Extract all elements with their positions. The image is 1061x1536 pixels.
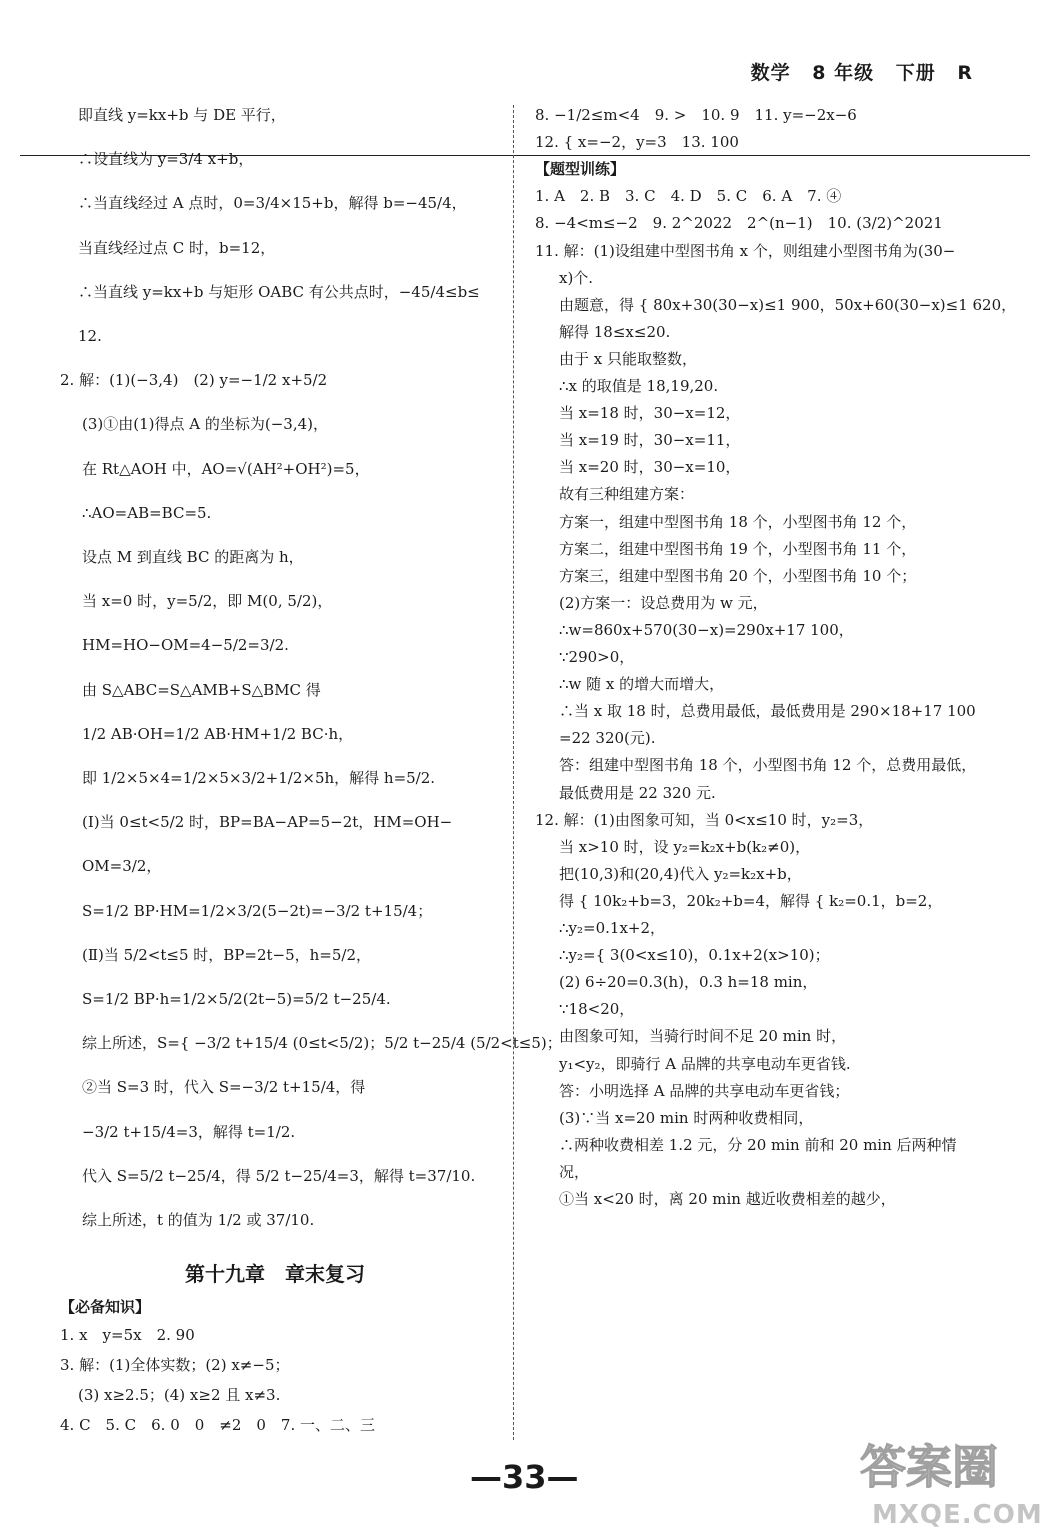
watermark-logo (850, 1435, 1040, 1530)
right-line-2: 【题型训练】 (535, 160, 626, 179)
left-line-3: 当直线经过点 C 时，b=12， (78, 238, 276, 257)
right-line-36: 答：小明选择 A 品牌的共享电动车更省钱； (559, 1081, 850, 1100)
right-line-11: 当 x=18 时，30−x=12， (559, 404, 741, 423)
left-line-20: S=1/2 BP·h=1/2×5/2(2t−5)=5/2 t−25/4. (82, 990, 391, 1008)
right-line-6: x)个. (559, 268, 594, 287)
right-line-27: 当 x>10 时，设 y₂=k₂x+b(k₂≠0)， (559, 837, 811, 856)
left-line-25: 综上所述，t 的值为 1/2 或 37/10. (82, 1211, 315, 1229)
right-line-8: 解得 18≤x≤20. (559, 322, 671, 341)
right-line-9: 由于 x 只能取整数， (559, 349, 697, 368)
right-line-12: 当 x=19 时，30−x=11， (559, 431, 741, 450)
header-volume: 下册 (895, 62, 936, 84)
watermark-url: MXQE.COM (872, 1500, 1040, 1530)
left-line-8: 在 Rt△AOH 中，AO=√(AH²+OH²)=5， (82, 459, 370, 478)
page-header (737, 58, 973, 85)
left-line-14: 1/2 AB·OH=1/2 AB·HM+1/2 BC·h， (82, 724, 354, 743)
knowledge-line-2: (3) x≥2.5；(4) x≥2 且 x≠3. (78, 1386, 281, 1404)
right-line-22: ∴当 x 取 18 时，总费用最低，最低费用是 290×18+17 100 (559, 702, 976, 721)
right-line-35: y₁<y₂，即骑行 A 品牌的共享电动车更省钱. (559, 1054, 851, 1073)
right-line-20: ∵290>0， (559, 648, 635, 666)
left-line-4: ∴当直线 y=kx+b 与矩形 OABC 有公共点时，−45/4≤b≤ (78, 282, 480, 301)
left-line-11: 当 x=0 时，y=5/2，即 M(0, 5/2)， (82, 592, 333, 611)
right-line-4: 8. −4<m≤−2 9. 2^2022 2^(n−1) 10. (3/2)^2021 (535, 214, 943, 233)
left-line-15: 即 1/2×5×4=1/2×5×3/2+1/2×5h，解得 h=5/2. (82, 769, 436, 787)
right-line-1: 12. { x=−2，y=3 13. 100 (535, 133, 739, 152)
left-line-23: −3/2 t+15/4=3，解得 t=1/2. (82, 1122, 296, 1141)
left-line-22: ②当 S=3 时，代入 S=−3/2 t+15/4，得 (82, 1078, 366, 1097)
right-line-38: ∴两种收费相差 1.2 元，分 20 min 前和 20 min 后两种情 (559, 1135, 957, 1154)
right-line-21: ∴w 随 x 的增大而增大， (559, 675, 725, 694)
right-line-31: ∴y₂={ 3(0<x≤10)，0.1x+2(x>10)； (559, 946, 830, 965)
right-line-10: ∴x 的取值是 18,19,20. (559, 377, 719, 395)
left-line-12: HM=HO−OM=4−5/2=3/2. (82, 636, 289, 655)
left-line-7: (3)①由(1)得点 A 的坐标为(−3,4)， (82, 415, 328, 434)
page-number: —33— (470, 1458, 579, 1496)
left-line-1: ∴设直线为 y=3/4 x+b， (78, 150, 254, 169)
right-line-16: 方案二，组建中型图书角 19 个，小型图书角 11 个， (559, 539, 917, 558)
watermark-text: 答案圈 (860, 1440, 998, 1494)
right-line-19: ∴w=860x+570(30−x)=290x+17 100， (559, 620, 854, 639)
column-divider (513, 105, 514, 1440)
right-line-15: 方案一，组建中型图书角 18 个，小型图书角 12 个， (559, 512, 917, 531)
right-line-26: 12. 解：(1)由图象可知，当 0<x≤10 时，y₂=3， (535, 810, 874, 829)
left-line-21: 综上所述，S={ −3/2 t+15/4 (0≤t<5/2)；5/2 t−25/4 (5/2<t≤5)； (82, 1034, 562, 1053)
left-line-13: 由 S△ABC=S△AMB+S△BMC 得 (82, 680, 321, 699)
left-line-0: 即直线 y=kx+b 与 DE 平行， (78, 106, 286, 124)
right-line-14: 故有三种组建方案： (559, 485, 695, 504)
left-line-9: ∴AO=AB=BC=5. (82, 503, 212, 522)
header-edition: R (957, 62, 973, 84)
knowledge-heading: 【必备知识】 (60, 1298, 151, 1316)
knowledge-line-0: 1. x y=5x 2. 90 (60, 1326, 195, 1344)
left-line-6: 2. 解：(1)(−3,4) (2) y=−1/2 x+5/2 (60, 371, 328, 390)
right-line-40: ①当 x<20 时，离 20 min 越近收费相差的越少， (559, 1190, 896, 1208)
header-grade: 8 年级 (812, 62, 875, 84)
right-line-30: ∴y₂=0.1x+2， (559, 919, 666, 937)
right-line-13: 当 x=20 时，30−x=10， (559, 458, 741, 477)
watermark-icon (850, 1435, 1040, 1530)
right-line-0: 8. −1/2≤m<4 9. > 10. 9 11. y=−2x−6 (535, 106, 857, 124)
right-line-24: 答：组建中型图书角 18 个，小型图书角 12 个，总费用最低， (559, 756, 977, 775)
right-line-3: 1. A 2. B 3. C 4. D 5. C 6. A 7. ④ (535, 187, 842, 206)
left-line-18: S=1/2 BP·HM=1/2×3/2(5−2t)=−3/2 t+15/4； (82, 901, 433, 920)
right-line-39: 况， (559, 1162, 590, 1181)
right-line-5: 11. 解：(1)设组建中型图书角 x 个，则组建小型图书角为(30− (535, 241, 956, 260)
right-line-25: 最低费用是 22 320 元. (559, 783, 716, 802)
left-line-5: 12. (78, 327, 102, 345)
right-line-29: 得 { 10k₂+b=3，20k₂+b=4，解得 { k₂=0.1，b=2， (559, 891, 943, 910)
right-line-34: 由图象可知，当骑行时间不足 20 min 时， (559, 1027, 847, 1046)
left-line-19: (Ⅱ)当 5/2<t≤5 时，BP=2t−5，h=5/2， (82, 945, 372, 964)
knowledge-line-1: 3. 解：(1)全体实数；(2) x≠−5； (60, 1356, 290, 1374)
left-line-16: (Ⅰ)当 0≤t<5/2 时，BP=BA−AP=5−2t，HM=OH− (82, 813, 453, 832)
left-line-2: ∴当直线经过 A 点时，0=3/4×15+b，解得 b=−45/4， (78, 194, 467, 213)
right-line-23: =22 320(元). (559, 729, 656, 748)
right-line-18: (2)方案一：设总费用为 w 元， (559, 593, 768, 612)
chapter-title: 第十九章 章末复习 (185, 1262, 365, 1286)
right-line-17: 方案三，组建中型图书角 20 个，小型图书角 10 个； (559, 566, 917, 585)
right-line-7: 由题意，得 { 80x+30(30−x)≤1 900，50x+60(30−x)≤1 620， (559, 295, 1017, 314)
right-line-37: (3)∵当 x=20 min 时两种收费相同， (559, 1108, 814, 1127)
left-line-10: 设点 M 到直线 BC 的距离为 h， (82, 548, 304, 566)
right-line-28: 把(10,3)和(20,4)代入 y₂=k₂x+b， (559, 864, 802, 883)
left-line-17: OM=3/2， (82, 857, 162, 876)
header-subject: 数学 (750, 62, 791, 84)
right-line-33: ∵18<20， (559, 1000, 635, 1019)
right-line-32: (2) 6÷20=0.3(h)，0.3 h=18 min， (559, 973, 818, 992)
knowledge-line-3: 4. C 5. C 6. 0 0 ≠2 0 7. 一、二、三 (60, 1416, 376, 1434)
left-line-24: 代入 S=5/2 t−25/4，得 5/2 t−25/4=3，解得 t=37/10. (82, 1166, 476, 1185)
